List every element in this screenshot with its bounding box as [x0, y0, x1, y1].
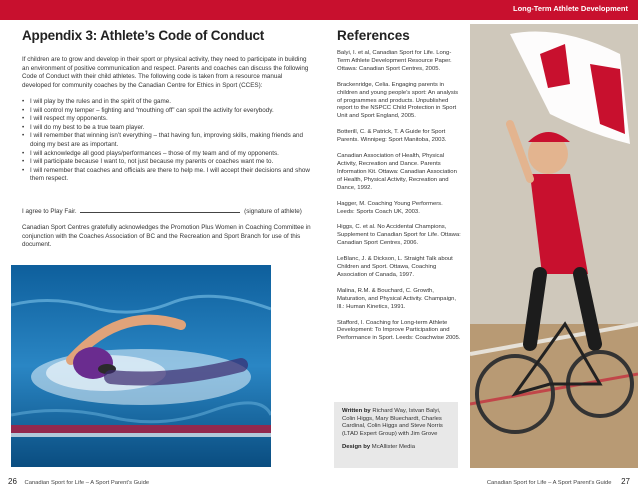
reference-item: Canadian Association of Health, Physical Activity, Recreation and Dance. Parents Information Kit. Ottawa: Canadian Association of Health, Physical Activity, Recreation and Dance, 1992. — [337, 153, 457, 191]
design-by — [342, 444, 450, 452]
written-by-names: Richard Way, Istvan Balyi, Colin Higgs, Mary Bluechardt, Charles Cardinal, Colin Higgs and Steve Norris (LTAD Expert Group) with Jim Grove — [342, 408, 443, 437]
references-title: References — [337, 28, 410, 43]
pledge-item: • I will participate because I want to, not just because my parents or coaches want me to. — [22, 158, 312, 167]
design-by-label: Design by — [342, 444, 371, 451]
pledge-item: • I will remember that winning isn’t everything – that having fun, improving skills, making friends and doing my best are as important. — [22, 132, 312, 149]
pledge-item: • I will control my temper – fighting and “mouthing off” can spoil the activity for everybody. — [22, 107, 312, 116]
pledge-item: • I will acknowledge all good plays/performances – those of my team and of my opponents. — [22, 150, 312, 159]
footer-left-text: Canadian Sport for Life – A Sport Parent’s Guide — [24, 480, 150, 486]
page-number-left: 26 — [8, 477, 17, 486]
header-band — [0, 0, 638, 20]
reference-item: Higgs, C. et al. No Accidental Champions, Supplement to Canadian Sport for Life. Ottawa: Canadian Sport Centres, 2006. — [337, 224, 461, 247]
pledge-item: • I will do my best to be a true team player. — [22, 124, 312, 133]
swimmer-photo — [11, 265, 271, 467]
pledge-item: • I will play by the rules and in the spirit of the game. — [22, 98, 312, 107]
written-by — [342, 408, 450, 438]
reference-item: LeBlanc, J. & Dickson, L. Straight Talk about Children and Sport. Ottawa, Coaching Association of Canada, 1997. — [337, 256, 453, 278]
footer-right — [487, 477, 630, 486]
pledge-item: • I will respect my opponents. — [22, 115, 312, 124]
pledge-item: • I will remember that coaches and officials are there to help me. I will accept their decisions and show them respect. — [22, 167, 312, 184]
footer-right-text: Canadian Sport for Life – A Sport Parent’s Guide — [486, 480, 612, 486]
reference-item: Stafford, I. Coaching for Long-term Athlete Development: To Improve Participation and Performance in Sport. Leeds: Coachwise 2005. — [337, 319, 461, 342]
reference-item: Botterill, C. & Patrick, T. A Guide for Sport Parents. Winnipeg: Sport Manitoba, 2003. — [337, 129, 447, 144]
reference-item: Malina, R.M. & Bouchard, C. Growth, Maturation, and Physical Activity. Champaign, Ill.: Human Kinetics, 1991. — [337, 287, 457, 310]
cyclist-illustration — [470, 24, 638, 468]
reference-item: Brackenridge, Celia. Engaging parents in children and young people’s sport: An analysis of programmes and products. Unpublished report to the NSPCC Child Protection in Sport Unit and Sport England, 2005. — [337, 81, 459, 120]
credits-box — [334, 402, 458, 468]
code-intro: If children are to grow and develop in their sport or physical activity, they need to participate in building an environment of positive communication and respect. Parents and coaches can discuss the following Code of Conduct with their child athletes. The following code is taken from a resource manual developed for community coaches by the Canadian Centre for Ethics in Sport (CCES): — [22, 56, 309, 89]
page-number-right: 27 — [621, 477, 630, 486]
signature-prefix: I agree to Play Fair. — [22, 208, 77, 215]
signature-line — [22, 206, 322, 215]
signature-suffix: (signature of athlete) — [244, 208, 302, 215]
references-list — [337, 50, 461, 351]
signature-blank — [80, 206, 240, 213]
footer-left — [8, 477, 149, 486]
design-by-names: McAllister Media — [371, 444, 416, 451]
reference-item: Balyi, I. et al, Canadian Sport for Life. Long-Term Athlete Development Resource Paper. Ottawa: Canadian Sport Centres, 2005. — [337, 50, 452, 72]
header-band-title: Long-Term Athlete Development — [512, 4, 628, 13]
pledge-list — [22, 98, 312, 184]
written-by-label: Written by — [342, 408, 371, 414]
swimmer-illustration — [11, 265, 271, 467]
reference-item: Hagger, M. Coaching Young Performers. Leeds: Sports Coach UK, 2003. — [337, 200, 443, 215]
appendix-title: Appendix 3: Athlete’s Code of Conduct — [22, 28, 265, 43]
cyclist-photo — [470, 24, 638, 468]
acknowledgement: Canadian Sport Centres gratefully acknowledges the Promotion Plus Women in Coaching Committee in conjunction with the Coaches Association of BC and the Recreation and Sport Branch for use of this document. — [22, 224, 311, 249]
